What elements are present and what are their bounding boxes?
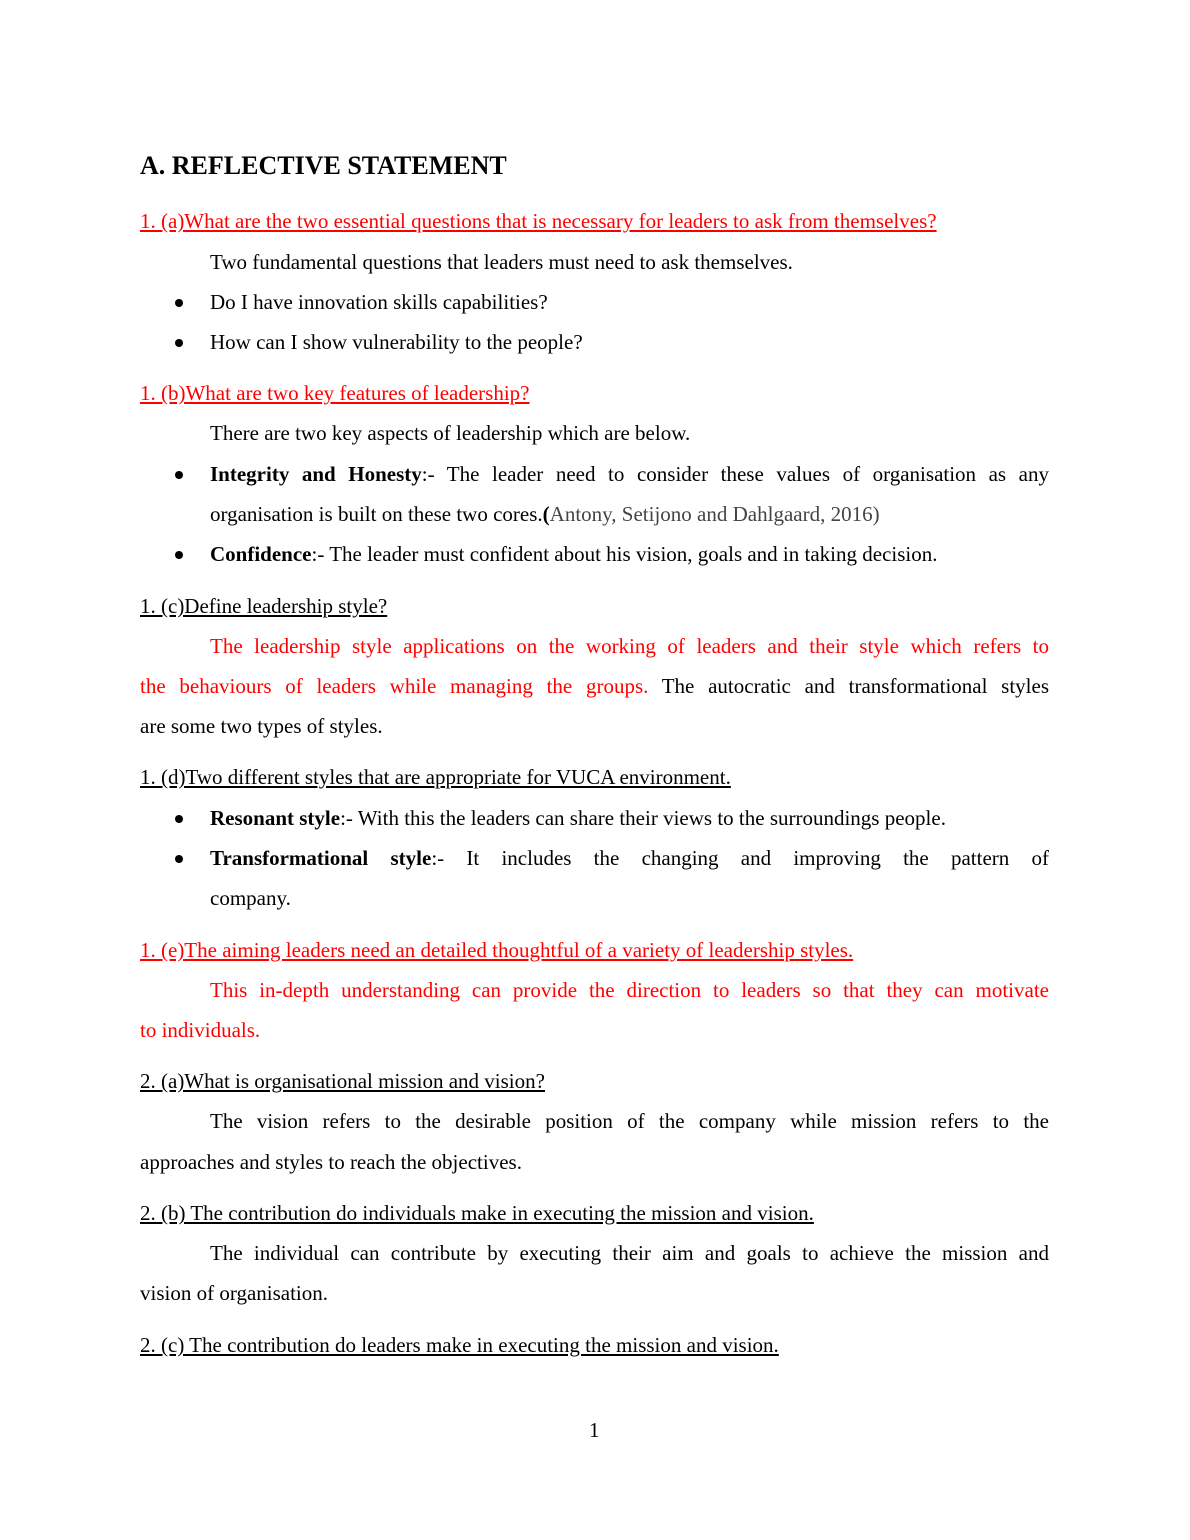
confidence-text: :- The leader must confident about his vision, goals and in taking decision.	[311, 542, 938, 566]
bullet-icon	[175, 815, 183, 823]
question-1c-line-1: The leadership style applications on the working of leaders and their style which refers to	[210, 634, 1049, 658]
question-1a-heading: 1. (a)What are the two essential questions that is necessary for leaders to ask from themselves?	[140, 209, 937, 233]
bullet-icon	[175, 855, 183, 863]
question-1c-line-2-red: the behaviours of leaders while managing the groups.	[140, 674, 649, 698]
confidence-label: Confidence	[210, 542, 312, 566]
question-1b-bullet-1-line-2	[210, 502, 880, 527]
bullet-icon	[175, 339, 183, 347]
question-1b-intro: There are two key aspects of leadership which are below.	[210, 421, 691, 445]
page-title: A. REFLECTIVE STATEMENT	[140, 151, 507, 180]
transformational-label: Transformational style	[210, 846, 432, 870]
integrity-text: :- The leader need to consider these values of organisation as any	[421, 462, 1049, 486]
transformational-text: :- It includes the changing and improving the pattern of	[431, 846, 1049, 870]
question-1b-bullet-2	[210, 542, 938, 567]
question-2b-line-1: The individual can contribute by executing their aim and goals to achieve the mission and	[210, 1241, 1049, 1265]
question-1c-line-2	[140, 674, 1049, 699]
integrity-text-cont: organisation is built on these two cores.	[210, 502, 543, 526]
question-2a-line-1: The vision refers to the desirable position of the company while mission refers to the	[210, 1109, 1049, 1133]
question-1a-bullet-2: How can I show vulnerability to the people?	[210, 330, 583, 354]
question-1e-line-1: This in-depth understanding can provide the direction to leaders so that they can motivate	[210, 978, 1049, 1002]
bullet-icon	[175, 471, 183, 479]
question-1c-heading: 1. (c)Define leadership style?	[140, 594, 388, 618]
bullet-icon	[175, 551, 183, 559]
question-1b-bullet-1-line-1	[210, 462, 1049, 487]
bullet-icon	[175, 299, 183, 307]
question-2a-heading: 2. (a)What is organisational mission and vision?	[140, 1069, 545, 1093]
integrity-label: Integrity and Honesty	[210, 462, 422, 486]
resonant-text: :- With this the leaders can share their views to the surroundings people.	[340, 806, 946, 830]
resonant-label: Resonant style	[210, 806, 341, 830]
question-1d-heading: 1. (d)Two different styles that are appropriate for VUCA environment.	[140, 765, 731, 789]
question-1d-bullet-2-line-2: company.	[210, 886, 291, 910]
question-1e-line-2: to individuals.	[140, 1018, 261, 1042]
question-1a-intro: Two fundamental questions that leaders must need to ask themselves.	[210, 250, 793, 274]
citation: Antony, Setijono and Dahlgaard, 2016)	[549, 502, 880, 526]
page-number: 1	[589, 1418, 600, 1442]
question-1c-line-3: are some two types of styles.	[140, 714, 383, 738]
question-1d-bullet-2-line-1	[210, 846, 1049, 871]
question-1d-bullet-1	[210, 806, 946, 831]
question-1a-bullet-1: Do I have innovation skills capabilities?	[210, 290, 548, 314]
question-2c-heading: 2. (c) The contribution do leaders make in executing the mission and vision.	[140, 1333, 779, 1357]
question-1c-line-2-black: The autocratic and transformational styles	[648, 674, 1049, 698]
question-1e-heading: 1. (e)The aiming leaders need an detailed thoughtful of a variety of leadership styles.	[140, 938, 854, 962]
question-2a-line-2: approaches and styles to reach the objectives.	[140, 1150, 522, 1174]
citation-paren: (	[542, 502, 550, 526]
question-1b-heading: 1. (b)What are two key features of leadership?	[140, 381, 530, 405]
question-2b-line-2: vision of organisation.	[140, 1281, 329, 1305]
question-2b-heading: 2. (b) The contribution do individuals make in executing the mission and vision.	[140, 1201, 814, 1225]
